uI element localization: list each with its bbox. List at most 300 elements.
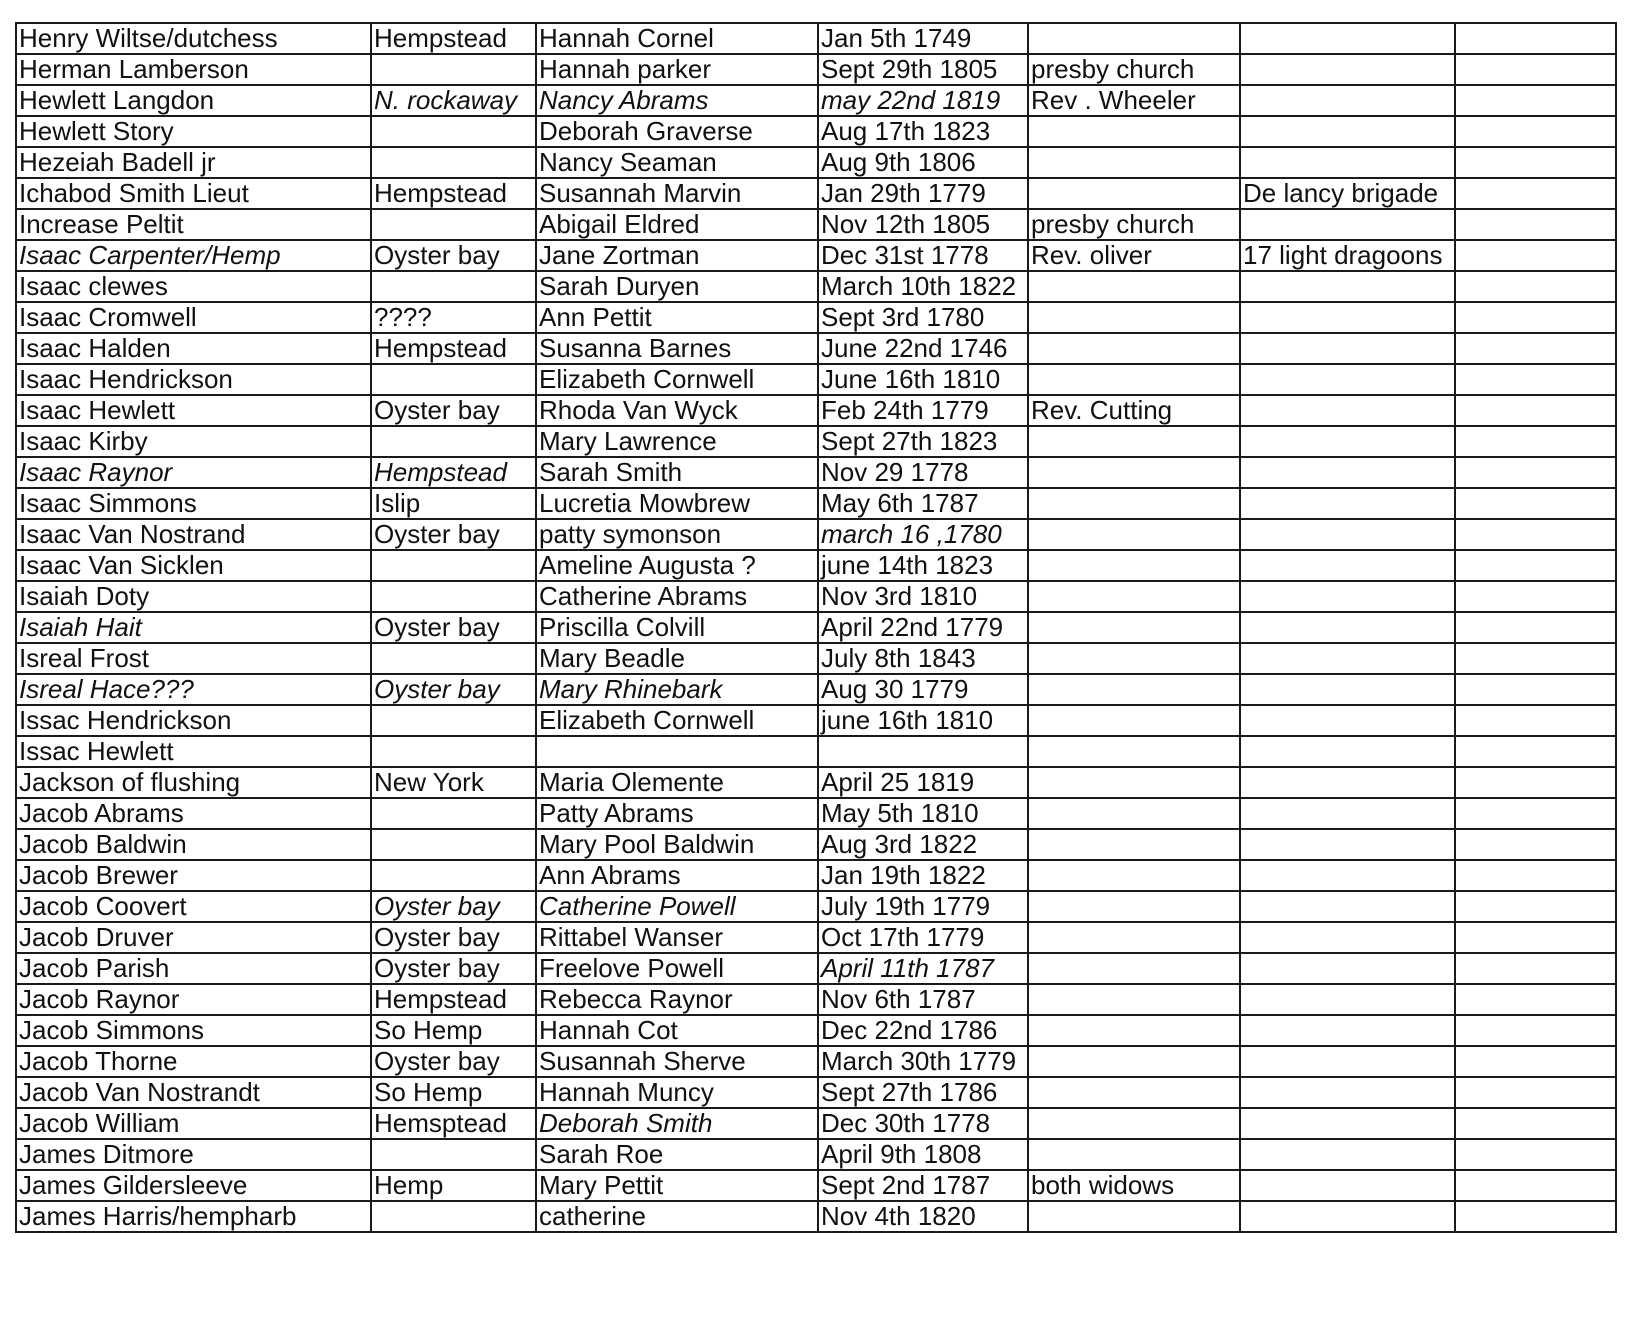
table-row xyxy=(16,1015,1616,1046)
table-row xyxy=(16,519,1616,550)
groom-name-cell: Isreal Hace??? xyxy=(16,674,371,705)
table-row xyxy=(16,1170,1616,1201)
officiant-cell: Rev. Cutting xyxy=(1028,395,1240,426)
note-cell: 17 light dragoons xyxy=(1240,240,1455,271)
groom-name-cell: Isaiah Doty xyxy=(16,581,371,612)
groom-name-cell: Issac Hewlett xyxy=(16,736,371,767)
table-row xyxy=(16,23,1616,54)
groom-name-cell: Hezeiah Badell jr xyxy=(16,147,371,178)
extra-cell xyxy=(1455,643,1616,674)
officiant-cell xyxy=(1028,643,1240,674)
date-cell: Nov 6th 1787 xyxy=(818,984,1028,1015)
note-cell xyxy=(1240,767,1455,798)
table-row xyxy=(16,953,1616,984)
officiant-cell: Rev. oliver xyxy=(1028,240,1240,271)
note-cell xyxy=(1240,922,1455,953)
groom-name-cell: Jacob Simmons xyxy=(16,1015,371,1046)
date-cell: Sept 27th 1786 xyxy=(818,1077,1028,1108)
bride-name-cell: Susannah Marvin xyxy=(536,178,818,209)
bride-name-cell: Mary Lawrence xyxy=(536,426,818,457)
extra-cell xyxy=(1455,54,1616,85)
date-cell: May 6th 1787 xyxy=(818,488,1028,519)
bride-name-cell: Deborah Smith xyxy=(536,1108,818,1139)
groom-name-cell: Herman Lamberson xyxy=(16,54,371,85)
extra-cell xyxy=(1455,1108,1616,1139)
extra-cell xyxy=(1455,1201,1616,1232)
bride-name-cell: Abigail Eldred xyxy=(536,209,818,240)
groom-name-cell: Hewlett Langdon xyxy=(16,85,371,116)
groom-name-cell: Jacob Baldwin xyxy=(16,829,371,860)
bride-name-cell: Susannah Sherve xyxy=(536,1046,818,1077)
table-row xyxy=(16,116,1616,147)
place-cell xyxy=(371,550,536,581)
place-cell: Oyster bay xyxy=(371,240,536,271)
date-cell: Jan 19th 1822 xyxy=(818,860,1028,891)
extra-cell xyxy=(1455,1139,1616,1170)
extra-cell xyxy=(1455,457,1616,488)
groom-name-cell: Ichabod Smith Lieut xyxy=(16,178,371,209)
officiant-cell xyxy=(1028,953,1240,984)
bride-name-cell: Nancy Abrams xyxy=(536,85,818,116)
officiant-cell xyxy=(1028,767,1240,798)
bride-name-cell: Rebecca Raynor xyxy=(536,984,818,1015)
groom-name-cell: James Harris/hempharb xyxy=(16,1201,371,1232)
bride-name-cell: Jane Zortman xyxy=(536,240,818,271)
extra-cell xyxy=(1455,271,1616,302)
officiant-cell xyxy=(1028,333,1240,364)
groom-name-cell: Jacob Thorne xyxy=(16,1046,371,1077)
groom-name-cell: Isaac Raynor xyxy=(16,457,371,488)
place-cell xyxy=(371,209,536,240)
groom-name-cell: Isaac Hewlett xyxy=(16,395,371,426)
officiant-cell xyxy=(1028,1201,1240,1232)
note-cell xyxy=(1240,891,1455,922)
bride-name-cell: Hannah Muncy xyxy=(536,1077,818,1108)
date-cell: Nov 12th 1805 xyxy=(818,209,1028,240)
place-cell: Oyster bay xyxy=(371,953,536,984)
note-cell xyxy=(1240,1015,1455,1046)
table-row xyxy=(16,612,1616,643)
note-cell xyxy=(1240,1139,1455,1170)
groom-name-cell: Isaac Halden xyxy=(16,333,371,364)
place-cell: Oyster bay xyxy=(371,674,536,705)
note-cell xyxy=(1240,147,1455,178)
officiant-cell xyxy=(1028,860,1240,891)
place-cell xyxy=(371,1201,536,1232)
table-row xyxy=(16,333,1616,364)
groom-name-cell: Increase Peltit xyxy=(16,209,371,240)
note-cell xyxy=(1240,23,1455,54)
date-cell: April 25 1819 xyxy=(818,767,1028,798)
bride-name-cell: Hannah parker xyxy=(536,54,818,85)
place-cell: Hempstead xyxy=(371,178,536,209)
table-row xyxy=(16,984,1616,1015)
groom-name-cell: Isaac Hendrickson xyxy=(16,364,371,395)
place-cell xyxy=(371,736,536,767)
table-body xyxy=(16,23,1616,1232)
place-cell xyxy=(371,705,536,736)
note-cell xyxy=(1240,798,1455,829)
table-row xyxy=(16,54,1616,85)
extra-cell xyxy=(1455,860,1616,891)
officiant-cell: both widows xyxy=(1028,1170,1240,1201)
date-cell: Aug 30 1779 xyxy=(818,674,1028,705)
bride-name-cell: Rhoda Van Wyck xyxy=(536,395,818,426)
note-cell xyxy=(1240,488,1455,519)
extra-cell xyxy=(1455,333,1616,364)
table-row xyxy=(16,488,1616,519)
date-cell: June 22nd 1746 xyxy=(818,333,1028,364)
bride-name-cell: Sarah Duryen xyxy=(536,271,818,302)
extra-cell xyxy=(1455,426,1616,457)
table-row xyxy=(16,891,1616,922)
table-row xyxy=(16,643,1616,674)
note-cell xyxy=(1240,1201,1455,1232)
officiant-cell xyxy=(1028,457,1240,488)
table-row xyxy=(16,1201,1616,1232)
bride-name-cell: Ann Abrams xyxy=(536,860,818,891)
place-cell xyxy=(371,116,536,147)
extra-cell xyxy=(1455,953,1616,984)
officiant-cell xyxy=(1028,984,1240,1015)
note-cell xyxy=(1240,85,1455,116)
groom-name-cell: Isreal Frost xyxy=(16,643,371,674)
extra-cell xyxy=(1455,581,1616,612)
date-cell: Feb 24th 1779 xyxy=(818,395,1028,426)
bride-name-cell: Priscilla Colvill xyxy=(536,612,818,643)
officiant-cell xyxy=(1028,922,1240,953)
extra-cell xyxy=(1455,1077,1616,1108)
place-cell: Oyster bay xyxy=(371,519,536,550)
extra-cell xyxy=(1455,1170,1616,1201)
bride-name-cell: Patty Abrams xyxy=(536,798,818,829)
bride-name-cell: patty symonson xyxy=(536,519,818,550)
date-cell: june 14th 1823 xyxy=(818,550,1028,581)
bride-name-cell: Lucretia Mowbrew xyxy=(536,488,818,519)
date-cell: Aug 9th 1806 xyxy=(818,147,1028,178)
groom-name-cell: Jacob Brewer xyxy=(16,860,371,891)
officiant-cell xyxy=(1028,302,1240,333)
bride-name-cell: Mary Pool Baldwin xyxy=(536,829,818,860)
date-cell: April 9th 1808 xyxy=(818,1139,1028,1170)
officiant-cell xyxy=(1028,1046,1240,1077)
date-cell: May 5th 1810 xyxy=(818,798,1028,829)
place-cell xyxy=(371,54,536,85)
note-cell xyxy=(1240,333,1455,364)
bride-name-cell: Catherine Abrams xyxy=(536,581,818,612)
place-cell xyxy=(371,798,536,829)
note-cell xyxy=(1240,674,1455,705)
table-row xyxy=(16,209,1616,240)
extra-cell xyxy=(1455,984,1616,1015)
date-cell: Sept 3rd 1780 xyxy=(818,302,1028,333)
officiant-cell xyxy=(1028,364,1240,395)
place-cell: So Hemp xyxy=(371,1077,536,1108)
officiant-cell xyxy=(1028,271,1240,302)
extra-cell xyxy=(1455,147,1616,178)
groom-name-cell: James Gildersleeve xyxy=(16,1170,371,1201)
officiant-cell xyxy=(1028,674,1240,705)
extra-cell xyxy=(1455,364,1616,395)
date-cell: June 16th 1810 xyxy=(818,364,1028,395)
extra-cell xyxy=(1455,1015,1616,1046)
place-cell: Hemp xyxy=(371,1170,536,1201)
extra-cell xyxy=(1455,798,1616,829)
note-cell xyxy=(1240,550,1455,581)
officiant-cell xyxy=(1028,1015,1240,1046)
note-cell xyxy=(1240,1108,1455,1139)
table-row xyxy=(16,550,1616,581)
note-cell xyxy=(1240,54,1455,85)
place-cell: Hempstead xyxy=(371,333,536,364)
bride-name-cell: Nancy Seaman xyxy=(536,147,818,178)
officiant-cell xyxy=(1028,178,1240,209)
place-cell xyxy=(371,271,536,302)
extra-cell xyxy=(1455,705,1616,736)
extra-cell xyxy=(1455,116,1616,147)
officiant-cell xyxy=(1028,705,1240,736)
place-cell xyxy=(371,581,536,612)
document-page xyxy=(15,22,1615,1233)
date-cell: may 22nd 1819 xyxy=(818,85,1028,116)
extra-cell xyxy=(1455,829,1616,860)
bride-name-cell: Susanna Barnes xyxy=(536,333,818,364)
place-cell: Hempstead xyxy=(371,984,536,1015)
note-cell xyxy=(1240,302,1455,333)
table-row xyxy=(16,581,1616,612)
note-cell xyxy=(1240,581,1455,612)
extra-cell xyxy=(1455,736,1616,767)
bride-name-cell xyxy=(536,736,818,767)
officiant-cell xyxy=(1028,581,1240,612)
note-cell xyxy=(1240,612,1455,643)
bride-name-cell: Catherine Powell xyxy=(536,891,818,922)
bride-name-cell: Hannah Cornel xyxy=(536,23,818,54)
bride-name-cell: Sarah Roe xyxy=(536,1139,818,1170)
officiant-cell xyxy=(1028,829,1240,860)
date-cell: Sept 29th 1805 xyxy=(818,54,1028,85)
bride-name-cell: Elizabeth Cornwell xyxy=(536,364,818,395)
table-row xyxy=(16,705,1616,736)
table-row xyxy=(16,271,1616,302)
note-cell xyxy=(1240,116,1455,147)
table-row xyxy=(16,1077,1616,1108)
extra-cell xyxy=(1455,395,1616,426)
note-cell xyxy=(1240,1170,1455,1201)
place-cell xyxy=(371,829,536,860)
officiant-cell xyxy=(1028,1139,1240,1170)
place-cell: Oyster bay xyxy=(371,891,536,922)
officiant-cell xyxy=(1028,488,1240,519)
note-cell xyxy=(1240,519,1455,550)
date-cell: Oct 17th 1779 xyxy=(818,922,1028,953)
date-cell: July 19th 1779 xyxy=(818,891,1028,922)
groom-name-cell: Jacob Parish xyxy=(16,953,371,984)
extra-cell xyxy=(1455,488,1616,519)
date-cell: July 8th 1843 xyxy=(818,643,1028,674)
note-cell xyxy=(1240,643,1455,674)
place-cell: Oyster bay xyxy=(371,922,536,953)
officiant-cell: Rev . Wheeler xyxy=(1028,85,1240,116)
place-cell: Islip xyxy=(371,488,536,519)
groom-name-cell: Jackson of flushing xyxy=(16,767,371,798)
table-row xyxy=(16,860,1616,891)
extra-cell xyxy=(1455,550,1616,581)
table-row xyxy=(16,922,1616,953)
officiant-cell xyxy=(1028,519,1240,550)
place-cell: New York xyxy=(371,767,536,798)
groom-name-cell: Henry Wiltse/dutchess xyxy=(16,23,371,54)
groom-name-cell: James Ditmore xyxy=(16,1139,371,1170)
date-cell: Jan 29th 1779 xyxy=(818,178,1028,209)
bride-name-cell: Maria Olemente xyxy=(536,767,818,798)
groom-name-cell: Jacob Raynor xyxy=(16,984,371,1015)
extra-cell xyxy=(1455,612,1616,643)
date-cell: Nov 29 1778 xyxy=(818,457,1028,488)
place-cell: So Hemp xyxy=(371,1015,536,1046)
table-row xyxy=(16,736,1616,767)
bride-name-cell: Hannah Cot xyxy=(536,1015,818,1046)
groom-name-cell: Jacob William xyxy=(16,1108,371,1139)
bride-name-cell: Freelove Powell xyxy=(536,953,818,984)
place-cell: Hemsptead xyxy=(371,1108,536,1139)
date-cell: April 22nd 1779 xyxy=(818,612,1028,643)
groom-name-cell: Isaac Van Nostrand xyxy=(16,519,371,550)
bride-name-cell: Mary Pettit xyxy=(536,1170,818,1201)
date-cell: Dec 30th 1778 xyxy=(818,1108,1028,1139)
note-cell xyxy=(1240,860,1455,891)
note-cell: De lancy brigade xyxy=(1240,178,1455,209)
officiant-cell xyxy=(1028,550,1240,581)
table-row xyxy=(16,85,1616,116)
bride-name-cell: Elizabeth Cornwell xyxy=(536,705,818,736)
officiant-cell xyxy=(1028,1108,1240,1139)
groom-name-cell: Jacob Abrams xyxy=(16,798,371,829)
table-row xyxy=(16,1108,1616,1139)
table-row xyxy=(16,395,1616,426)
table-row xyxy=(16,829,1616,860)
date-cell: march 16 ,1780 xyxy=(818,519,1028,550)
officiant-cell: presby church xyxy=(1028,54,1240,85)
officiant-cell xyxy=(1028,736,1240,767)
note-cell xyxy=(1240,953,1455,984)
note-cell xyxy=(1240,736,1455,767)
bride-name-cell: Rittabel Wanser xyxy=(536,922,818,953)
table-row xyxy=(16,674,1616,705)
bride-name-cell: catherine xyxy=(536,1201,818,1232)
date-cell: Aug 3rd 1822 xyxy=(818,829,1028,860)
extra-cell xyxy=(1455,85,1616,116)
place-cell: Oyster bay xyxy=(371,612,536,643)
groom-name-cell: Isaac Van Sicklen xyxy=(16,550,371,581)
table-row xyxy=(16,240,1616,271)
bride-name-cell: Sarah Smith xyxy=(536,457,818,488)
table-row xyxy=(16,1139,1616,1170)
date-cell: Sept 2nd 1787 xyxy=(818,1170,1028,1201)
groom-name-cell: Isaiah Hait xyxy=(16,612,371,643)
bride-name-cell: Deborah Graverse xyxy=(536,116,818,147)
officiant-cell: presby church xyxy=(1028,209,1240,240)
marriage-records-table xyxy=(15,22,1617,1233)
note-cell xyxy=(1240,457,1455,488)
note-cell xyxy=(1240,1077,1455,1108)
groom-name-cell: Isaac Simmons xyxy=(16,488,371,519)
groom-name-cell: Hewlett Story xyxy=(16,116,371,147)
table-row xyxy=(16,1046,1616,1077)
bride-name-cell: Mary Rhinebark xyxy=(536,674,818,705)
officiant-cell xyxy=(1028,798,1240,829)
table-row xyxy=(16,798,1616,829)
date-cell: june 16th 1810 xyxy=(818,705,1028,736)
groom-name-cell: Jacob Van Nostrandt xyxy=(16,1077,371,1108)
date-cell: Nov 3rd 1810 xyxy=(818,581,1028,612)
note-cell xyxy=(1240,829,1455,860)
date-cell: Dec 31st 1778 xyxy=(818,240,1028,271)
officiant-cell xyxy=(1028,426,1240,457)
extra-cell xyxy=(1455,767,1616,798)
bride-name-cell: Ann Pettit xyxy=(536,302,818,333)
note-cell xyxy=(1240,395,1455,426)
extra-cell xyxy=(1455,1046,1616,1077)
date-cell: March 10th 1822 xyxy=(818,271,1028,302)
date-cell: Nov 4th 1820 xyxy=(818,1201,1028,1232)
place-cell: Hempstead xyxy=(371,23,536,54)
officiant-cell xyxy=(1028,612,1240,643)
place-cell xyxy=(371,1139,536,1170)
extra-cell xyxy=(1455,23,1616,54)
extra-cell xyxy=(1455,178,1616,209)
note-cell xyxy=(1240,1046,1455,1077)
officiant-cell xyxy=(1028,891,1240,922)
place-cell: Hempstead xyxy=(371,457,536,488)
extra-cell xyxy=(1455,674,1616,705)
place-cell: Oyster bay xyxy=(371,395,536,426)
date-cell: Sept 27th 1823 xyxy=(818,426,1028,457)
place-cell xyxy=(371,147,536,178)
date-cell: Aug 17th 1823 xyxy=(818,116,1028,147)
groom-name-cell: Isaac Kirby xyxy=(16,426,371,457)
officiant-cell xyxy=(1028,1077,1240,1108)
table-row xyxy=(16,302,1616,333)
extra-cell xyxy=(1455,891,1616,922)
note-cell xyxy=(1240,705,1455,736)
bride-name-cell: Mary Beadle xyxy=(536,643,818,674)
table-row xyxy=(16,364,1616,395)
extra-cell xyxy=(1455,922,1616,953)
groom-name-cell: Jacob Coovert xyxy=(16,891,371,922)
extra-cell xyxy=(1455,519,1616,550)
place-cell: ???? xyxy=(371,302,536,333)
extra-cell xyxy=(1455,302,1616,333)
bride-name-cell: Ameline Augusta ? xyxy=(536,550,818,581)
note-cell xyxy=(1240,984,1455,1015)
note-cell xyxy=(1240,426,1455,457)
officiant-cell xyxy=(1028,23,1240,54)
place-cell xyxy=(371,426,536,457)
groom-name-cell: Jacob Druver xyxy=(16,922,371,953)
extra-cell xyxy=(1455,209,1616,240)
date-cell: April 11th 1787 xyxy=(818,953,1028,984)
extra-cell xyxy=(1455,240,1616,271)
note-cell xyxy=(1240,209,1455,240)
place-cell: N. rockaway xyxy=(371,85,536,116)
table-row xyxy=(16,426,1616,457)
officiant-cell xyxy=(1028,147,1240,178)
date-cell: Dec 22nd 1786 xyxy=(818,1015,1028,1046)
place-cell xyxy=(371,860,536,891)
note-cell xyxy=(1240,364,1455,395)
place-cell: Oyster bay xyxy=(371,1046,536,1077)
